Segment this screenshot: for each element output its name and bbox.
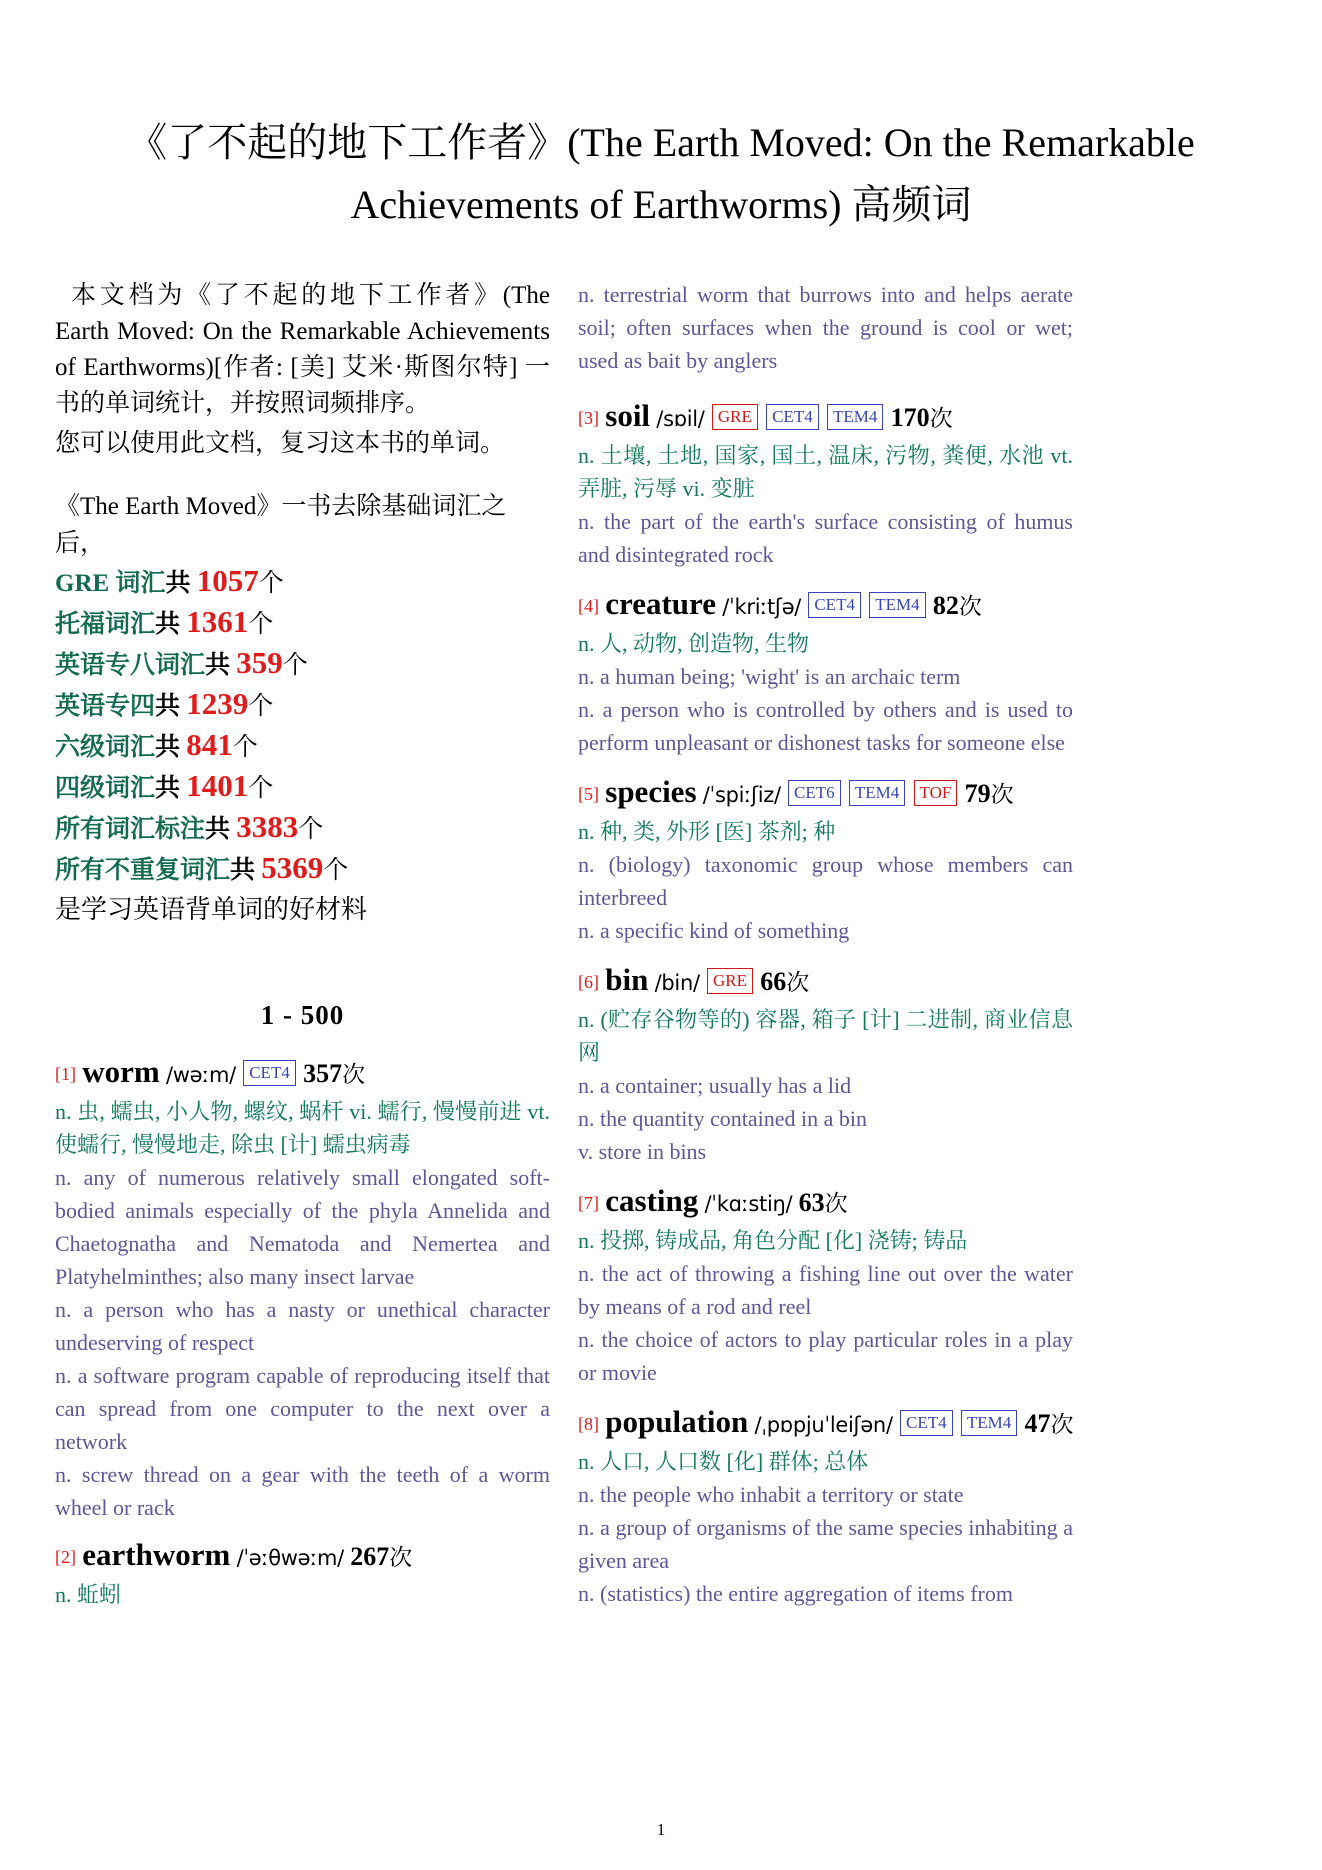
word-entry xyxy=(578,1403,1073,1610)
word-entry-header xyxy=(578,397,1073,438)
definition-english: n. (biology) taxonomic group whose members can interbreed xyxy=(578,852,1073,910)
intro-paragraph-2: 您可以使用此文档，复习这本书的单词。 xyxy=(55,430,506,457)
headword: bin xyxy=(605,962,649,997)
word-entry xyxy=(578,773,1073,947)
stat-row xyxy=(55,644,550,685)
frequency-unit: 次 xyxy=(786,970,810,995)
word-entry-header xyxy=(55,1053,550,1094)
definition-english: n. the people who inhabit a territory or state xyxy=(578,1482,964,1507)
definition-chinese: n. (贮存谷物等的) 容器, 箱子 [计] 二进制, 商业信息网 xyxy=(578,1007,1073,1065)
frequency-count: 170 xyxy=(890,403,930,432)
definition-english: n. the part of the earth's surface consisting of humus and disintegrated rock xyxy=(578,509,1073,567)
tag-badge: TEM4 xyxy=(869,592,925,618)
stat-unit: 个 xyxy=(248,693,274,720)
headword: soil xyxy=(605,398,651,433)
entry-index: [7] xyxy=(578,1193,599,1213)
definition-english: n. a person who has a nasty or unethical character undeserving of respect xyxy=(55,1297,550,1355)
frequency-count: 47 xyxy=(1024,1409,1051,1438)
definition-english: n. screw thread on a gear with the teeth of a worm wheel or rack xyxy=(55,1462,550,1520)
word-entry xyxy=(578,585,1073,759)
stat-row xyxy=(55,562,550,603)
stat-label: GRE 词汇 xyxy=(55,570,166,597)
headword: population xyxy=(605,1404,749,1439)
tag-badge: CET4 xyxy=(243,1060,296,1086)
frequency-count: 82 xyxy=(932,591,959,620)
frequency-unit: 次 xyxy=(990,782,1014,807)
right-column xyxy=(578,278,1073,1798)
tag-badge: GRE xyxy=(707,968,753,994)
word-entry-header xyxy=(578,961,1073,1002)
stat-label: 所有不重复词汇 xyxy=(55,857,231,884)
tag-badge: CET4 xyxy=(900,1410,953,1436)
definition-english: n. a human being; 'wight' is an archaic term xyxy=(578,664,961,689)
headword: earthworm xyxy=(82,1537,231,1572)
page-title: 《了不起的地下工作者》(The Earth Moved: On the Remarkable Achievements of Earthworms) 高频词 xyxy=(127,120,1195,227)
headword: species xyxy=(605,774,697,809)
stat-label: 英语专四 xyxy=(55,693,156,720)
definition-chinese: n. 人口, 人口数 [化] 群体; 总体 xyxy=(578,1449,869,1474)
definition-chinese: n. 土壤, 土地, 国家, 国土, 温床, 污物, 粪便, 水池 vt. 弄脏, 污辱 vi. 变脏 xyxy=(578,443,1073,501)
frequency-count: 66 xyxy=(760,967,787,996)
tag-badge: CET4 xyxy=(766,404,819,430)
tag-badge: TEM4 xyxy=(849,780,905,806)
tag-badge: CET4 xyxy=(808,592,861,618)
word-entry-header xyxy=(578,1403,1073,1444)
stat-row xyxy=(55,603,550,644)
stat-label: 托福词汇 xyxy=(55,611,156,638)
entry-index: [2] xyxy=(55,1547,76,1567)
stat-value: 1057 xyxy=(196,563,259,598)
stat-gong: 共 xyxy=(155,611,181,638)
word-entry xyxy=(578,961,1073,1168)
definition-chinese: n. 投掷, 铸成品, 角色分配 [化] 浇铸; 铸品 xyxy=(578,1228,968,1253)
stat-row xyxy=(55,726,550,767)
page-number: 1 xyxy=(656,1820,666,1839)
definition-chinese: n. 种, 类, 外形 [医] 茶剂; 种 xyxy=(578,819,836,844)
definition-english: n. any of numerous relatively small elongated soft-bodied animals especially of the phyla Annelida and Chaetognatha and Nematoda and Nemertea and Platyhelminthes; also many insect larvae xyxy=(55,1165,550,1289)
definition-english: n. a person who is controlled by others and is used to perform unpleasant or dishonest tasks for someone else xyxy=(578,697,1073,755)
word-entry xyxy=(55,1053,550,1524)
headword: casting xyxy=(605,1183,699,1218)
stat-value: 841 xyxy=(186,727,233,762)
definition-english: n. a software program capable of reproducing itself that can spread from one computer to the next over a network xyxy=(55,1363,550,1454)
definition-english: n. the choice of actors to play particular roles in a play or movie xyxy=(578,1327,1073,1385)
frequency-count: 79 xyxy=(964,779,991,808)
range-heading: 1 - 500 xyxy=(260,1000,345,1030)
stats-closing: 是学习英语背单词的好材料 xyxy=(55,895,368,924)
frequency-count: 63 xyxy=(798,1188,825,1217)
phonetic: /ˈspiːʃiz/ xyxy=(702,783,781,807)
intro-paragraph-1-text: 本文档为《了不起的地下工作者》(The Earth Moved: On the Remarkable Achievements of Earthworms)[作者: [美] 艾米·斯图尔特] 一书的单词统计，并按照词频排序。 xyxy=(55,282,550,417)
intro-spacer xyxy=(55,462,550,488)
word-entry-header xyxy=(578,1182,1073,1223)
stat-row xyxy=(55,767,550,808)
stat-label: 四级词汇 xyxy=(55,775,156,802)
stat-unit: 个 xyxy=(248,611,274,638)
stat-gong: 共 xyxy=(165,570,191,597)
definition-english: v. store in bins xyxy=(578,1139,707,1164)
stat-gong: 共 xyxy=(155,775,181,802)
stat-label: 所有词汇标注 xyxy=(55,816,206,843)
tag-badge: TEM4 xyxy=(961,1410,1017,1436)
stat-gong: 共 xyxy=(155,693,181,720)
phonetic: /ˈkɑːstiŋ/ xyxy=(704,1192,793,1216)
stat-gong: 共 xyxy=(205,816,231,843)
entry-index: [1] xyxy=(55,1064,76,1084)
word-entry xyxy=(578,397,1073,571)
word-entry-header xyxy=(578,773,1073,814)
stat-unit: 个 xyxy=(323,857,349,884)
headword: worm xyxy=(82,1054,160,1089)
stat-value: 3383 xyxy=(236,809,299,844)
phonetic: /wəːm/ xyxy=(165,1063,236,1087)
stat-gong: 共 xyxy=(155,734,181,761)
phonetic: /bin/ xyxy=(654,971,700,995)
phonetic: /ˌpɒpjuˈleiʃən/ xyxy=(754,1413,893,1437)
phonetic: /sɒil/ xyxy=(656,407,705,431)
phonetic: /ˈəːθwəːm/ xyxy=(236,1546,344,1570)
entry-index: [5] xyxy=(578,784,599,804)
tag-badge: CET6 xyxy=(788,780,841,806)
left-column xyxy=(55,278,550,1798)
tag-badge: GRE xyxy=(712,404,758,430)
entry-index: [8] xyxy=(578,1414,599,1434)
stat-unit: 个 xyxy=(232,734,258,761)
word-entry-header xyxy=(578,585,1073,626)
definition-english: n. the act of throwing a fishing line out over the water by means of a rod and reel xyxy=(578,1261,1073,1319)
tag-badge: TEM4 xyxy=(827,404,883,430)
stat-value: 1401 xyxy=(186,768,249,803)
frequency-unit: 次 xyxy=(958,594,982,619)
stats-heading: 《The Earth Moved》一书去除基础词汇之后， xyxy=(55,493,507,557)
two-column-body xyxy=(0,278,1322,1798)
entry-index: [6] xyxy=(578,972,599,992)
definition-english: n. a group of organisms of the same species inhabiting a given area xyxy=(578,1515,1073,1573)
definition-english: n. (statistics) the entire aggregation of items from xyxy=(578,1581,1013,1606)
definition-chinese: n. 虫, 蠕虫, 小人物, 螺纹, 蜗杆 vi. 蠕行, 慢慢前进 vt. 使蠕行, 慢慢地走, 除虫 [计] 蠕虫病毒 xyxy=(55,1099,550,1157)
word-entry xyxy=(578,1182,1073,1389)
stat-value: 359 xyxy=(236,645,283,680)
word-entry-header xyxy=(55,1536,550,1577)
frequency-count: 357 xyxy=(303,1059,343,1088)
word-entry xyxy=(55,1536,550,1611)
definition-english: n. a container; usually has a lid xyxy=(578,1073,852,1098)
stat-value: 1361 xyxy=(186,604,249,639)
headword: creature xyxy=(605,586,716,621)
frequency-unit: 次 xyxy=(342,1062,366,1087)
frequency-unit: 次 xyxy=(929,406,953,431)
stat-row xyxy=(55,685,550,726)
definition-chinese: n. 人, 动物, 创造物, 生物 xyxy=(578,631,810,656)
entry-index: [3] xyxy=(578,408,599,428)
frequency-unit: 次 xyxy=(389,1545,413,1570)
tag-badge: TOF xyxy=(914,780,958,806)
phonetic: /ˈkriːtʃə/ xyxy=(722,595,802,619)
stat-unit: 个 xyxy=(248,775,274,802)
stat-unit: 个 xyxy=(258,570,284,597)
stat-label: 六级词汇 xyxy=(55,734,156,761)
frequency-count: 267 xyxy=(350,1542,390,1571)
stat-gong: 共 xyxy=(205,652,231,679)
stat-value: 5369 xyxy=(261,850,324,885)
definition-chinese: n. 蚯蚓 xyxy=(55,1582,122,1607)
stat-unit: 个 xyxy=(282,652,308,679)
stat-row xyxy=(55,808,550,849)
definition-english: n. a specific kind of something xyxy=(578,918,850,943)
definition-english: n. the quantity contained in a bin xyxy=(578,1106,867,1131)
definition-english-continued: n. terrestrial worm that burrows into and helps aerate soil; often surfaces when the ground is cool or wet; used as bait by anglers xyxy=(578,282,1073,373)
stat-value: 1239 xyxy=(186,686,249,721)
frequency-unit: 次 xyxy=(1050,1412,1073,1437)
intro-paragraph-1 xyxy=(55,278,550,422)
stat-unit: 个 xyxy=(298,816,324,843)
entry-index: [4] xyxy=(578,596,599,616)
frequency-unit: 次 xyxy=(824,1191,848,1216)
stat-label: 英语专八词汇 xyxy=(55,652,206,679)
stat-gong: 共 xyxy=(230,857,256,884)
stat-row xyxy=(55,849,550,890)
